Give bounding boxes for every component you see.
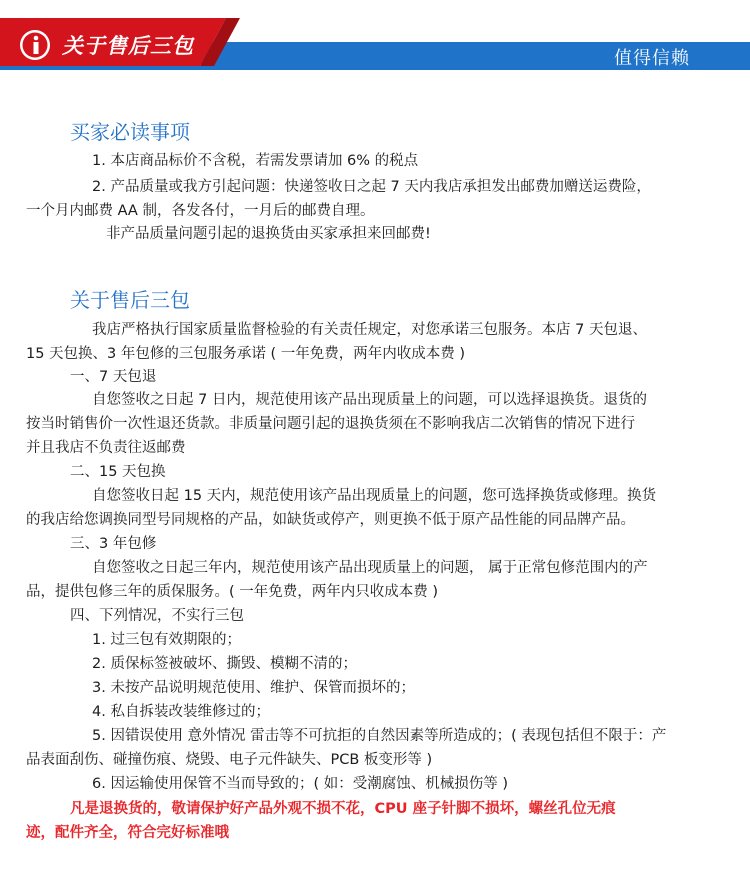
notice-line: 2. 产品质量或我方引起问题：快递签收日之起 7 天内我店承担发出邮费加赠送运费险，	[92, 179, 651, 195]
notice-heading: 买家必读事项	[70, 120, 190, 144]
notice-line: 1. 本店商品标价不含税，若需发票请加 6% 的税点	[92, 153, 419, 169]
banner-slogan: 值得信赖	[614, 48, 690, 69]
exclusion-item: 1. 过三包有效期限的；	[92, 632, 241, 648]
warranty-line: 自您签收之日起三年内，规范使用该产品出现质量上的问题， 属于正常包修范围内的产	[92, 560, 648, 576]
warranty-heading: 关于售后三包	[70, 288, 190, 312]
warranty-line: 我店严格执行国家质量监督检验的有关责任规定，对您承诺三包服务。本店 7 天包退、	[92, 322, 647, 338]
section-title: 三、3 年包修	[70, 536, 157, 552]
exclusion-item: 2. 质保标签被破坏、撕毁、模糊不清的；	[92, 656, 357, 672]
header-banner	[0, 0, 750, 72]
banner-title: 关于售后三包	[62, 34, 194, 58]
notice-line: 非产品质量问题引起的退换货由买家承担来回邮费!	[106, 226, 431, 242]
warranty-line: 15 天包换、3 年包修的三包服务承诺 ( 一年免费，两年内收成本费 )	[26, 346, 466, 362]
exclusion-item: 3. 未按产品说明规范使用、维护、保管而损坏的；	[92, 680, 415, 696]
warranty-line: 自您签收之日起 7 日内，规范使用该产品出现质量上的问题，可以选择退换货。退货的	[92, 392, 647, 408]
warranty-line: 按当时销售价一次性退还货款。非质量问题引起的退换货须在不影响我店二次销售的情况下进行	[26, 416, 635, 432]
exclusion-item: 品表面刮伤、碰撞伤痕、烧毁、电子元件缺失、PCB 板变形等 )	[26, 752, 433, 768]
return-warning: 迹，配件齐全，符合完好标准哦	[26, 825, 229, 841]
warranty-line: 品，提供包修三年的质保服务。( 一年免费，两年内只收成本费 )	[26, 584, 439, 600]
exclusion-item: 4. 私自拆装改装维修过的；	[92, 704, 270, 720]
notice-line: 一个月内邮费 AA 制，各发各付，一月后的邮费自理。	[26, 203, 375, 219]
warranty-line: 的我店给您调换同型号同规格的产品，如缺货或停产，则更换不低于原产品性能的同品牌产品。	[26, 512, 635, 528]
warranty-line: 自您签收日起 15 天内，规范使用该产品出现质量上的问题，您可选择换货或修理。换货	[92, 488, 657, 504]
section-title: 二、15 天包换	[70, 464, 166, 480]
warranty-line: 并且我店不负责往返邮费	[26, 440, 186, 456]
return-warning: 凡是退换货的，敬请保护好产品外观不损不花，CPU 座子针脚不损坏，螺丝孔位无痕	[70, 801, 616, 817]
info-icon	[18, 28, 52, 62]
exclusion-item: 5. 因错误使用 意外情况 雷击等不可抗拒的自然因素等所造成的；( 表现包括但不限于：产	[92, 728, 667, 744]
exclusion-item: 6. 因运输使用保管不当而导致的；( 如：受潮腐蚀、机械损伤等 )	[92, 776, 508, 792]
section-title: 四、下列情况，不实行三包	[70, 608, 244, 624]
section-title: 一、7 天包退	[70, 369, 157, 385]
